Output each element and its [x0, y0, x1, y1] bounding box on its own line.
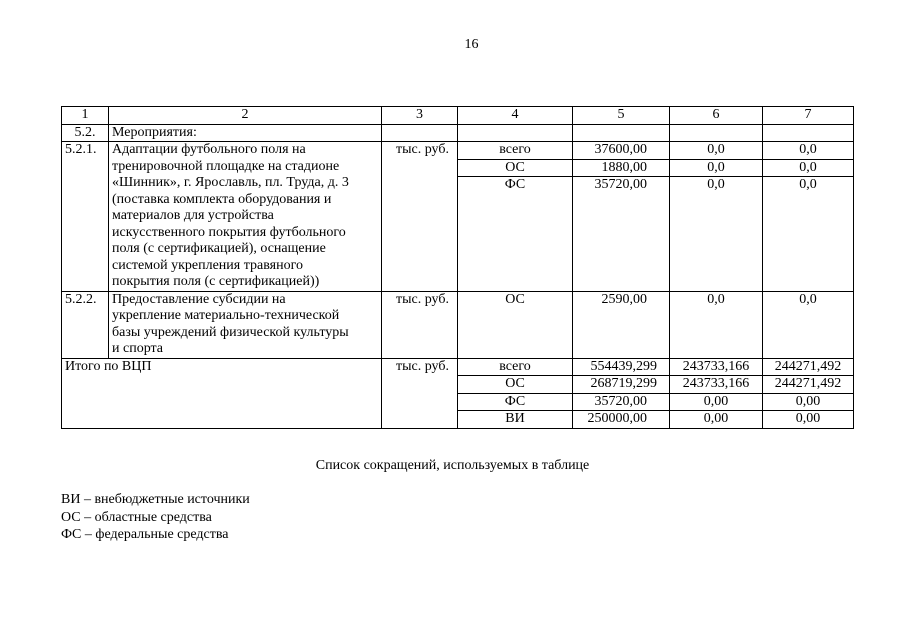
description-line: базы учреждений физической культуры — [112, 324, 349, 340]
header-cell: 5 — [573, 107, 670, 125]
row-description — [109, 291, 382, 358]
total-label: Итого по ВЦП — [62, 358, 382, 428]
value-cell: 2590,00 — [573, 291, 670, 358]
total-row — [62, 358, 854, 376]
description-line: и спорта — [112, 341, 164, 356]
description-line: поля (с сертификацией), оснащение — [112, 241, 326, 256]
header-cell: 1 — [62, 107, 109, 125]
value-cell: 0,00 — [670, 411, 763, 429]
description-line: тренировочной площадке на стадионе — [112, 158, 340, 174]
abbreviation-item: ОС – областные средства — [61, 510, 212, 525]
value-cell: 244271,492 — [763, 376, 854, 394]
value-cell: 0,0 — [670, 159, 763, 177]
description-line: системой укрепления травяного — [112, 257, 303, 273]
value-cell: 0,0 — [763, 159, 854, 177]
source-cell: всего — [458, 358, 573, 376]
description-line: покрытия поля (с сертификацией)) — [112, 274, 320, 289]
header-cell: 2 — [109, 107, 382, 125]
value-cell: 35720,00 — [573, 393, 670, 411]
value-cell: 554439,299 — [573, 358, 670, 376]
value-cell: 0,0 — [670, 291, 763, 358]
row-description — [109, 142, 382, 292]
source-cell: ОС — [458, 159, 573, 177]
value-cell: 0,0 — [763, 142, 854, 160]
header-cell: 3 — [382, 107, 458, 125]
description-line: Предоставление субсидии на — [112, 291, 286, 307]
value-cell: 0,0 — [670, 177, 763, 292]
header-cell: 7 — [763, 107, 854, 125]
page-number: 16 — [464, 37, 479, 52]
value-cell: 250000,00 — [573, 411, 670, 429]
source-cell: ОС — [458, 291, 573, 358]
section-row — [62, 124, 854, 142]
section-title: Мероприятия: — [109, 124, 382, 142]
row-unit: тыс. руб. — [382, 142, 458, 292]
source-cell: всего — [458, 142, 573, 160]
value-cell: 0,0 — [670, 142, 763, 160]
value-cell: 243733,166 — [670, 358, 763, 376]
header-cell: 6 — [670, 107, 763, 125]
abbreviation-item: ВИ – внебюджетные источники — [61, 492, 250, 507]
value-cell: 0,0 — [763, 177, 854, 292]
value-cell: 0,00 — [670, 393, 763, 411]
table-row — [62, 291, 854, 358]
budget-table — [61, 106, 854, 429]
value-cell: 37600,00 — [573, 142, 670, 160]
row-unit: тыс. руб. — [382, 291, 458, 358]
value-cell: 1880,00 — [573, 159, 670, 177]
section-number: 5.2. — [62, 124, 109, 142]
row-number: 5.2.1. — [62, 142, 109, 292]
table-row — [62, 142, 854, 160]
value-cell: 268719,299 — [573, 376, 670, 394]
total-unit: тыс. руб. — [382, 358, 458, 428]
source-cell: ВИ — [458, 411, 573, 429]
header-cell: 4 — [458, 107, 573, 125]
table-header-row — [62, 107, 854, 125]
description-line: «Шинник», г. Ярославль, пл. Труда, д. 3 — [112, 175, 349, 190]
value-cell: 243733,166 — [670, 376, 763, 394]
value-cell: 0,00 — [763, 393, 854, 411]
row-number: 5.2.2. — [62, 291, 109, 358]
value-cell: 35720,00 — [573, 177, 670, 292]
source-cell: ФС — [458, 177, 573, 292]
value-cell: 0,00 — [763, 411, 854, 429]
abbreviation-item: ФС – федеральные средства — [61, 527, 229, 542]
description-line: укрепление материально-технической — [112, 308, 340, 323]
value-cell: 0,0 — [763, 291, 854, 358]
description-line: искусственного покрытия футбольного — [112, 224, 346, 240]
source-cell: ОС — [458, 376, 573, 394]
abbreviations-caption: Список сокращений, используемых в таблице — [315, 458, 590, 473]
description-line: (поставка комплекта оборудования и — [112, 191, 332, 207]
value-cell: 244271,492 — [763, 358, 854, 376]
source-cell: ФС — [458, 393, 573, 411]
description-line: Адаптации футбольного поля на — [112, 142, 306, 157]
description-line: материалов для устройства — [112, 208, 274, 223]
